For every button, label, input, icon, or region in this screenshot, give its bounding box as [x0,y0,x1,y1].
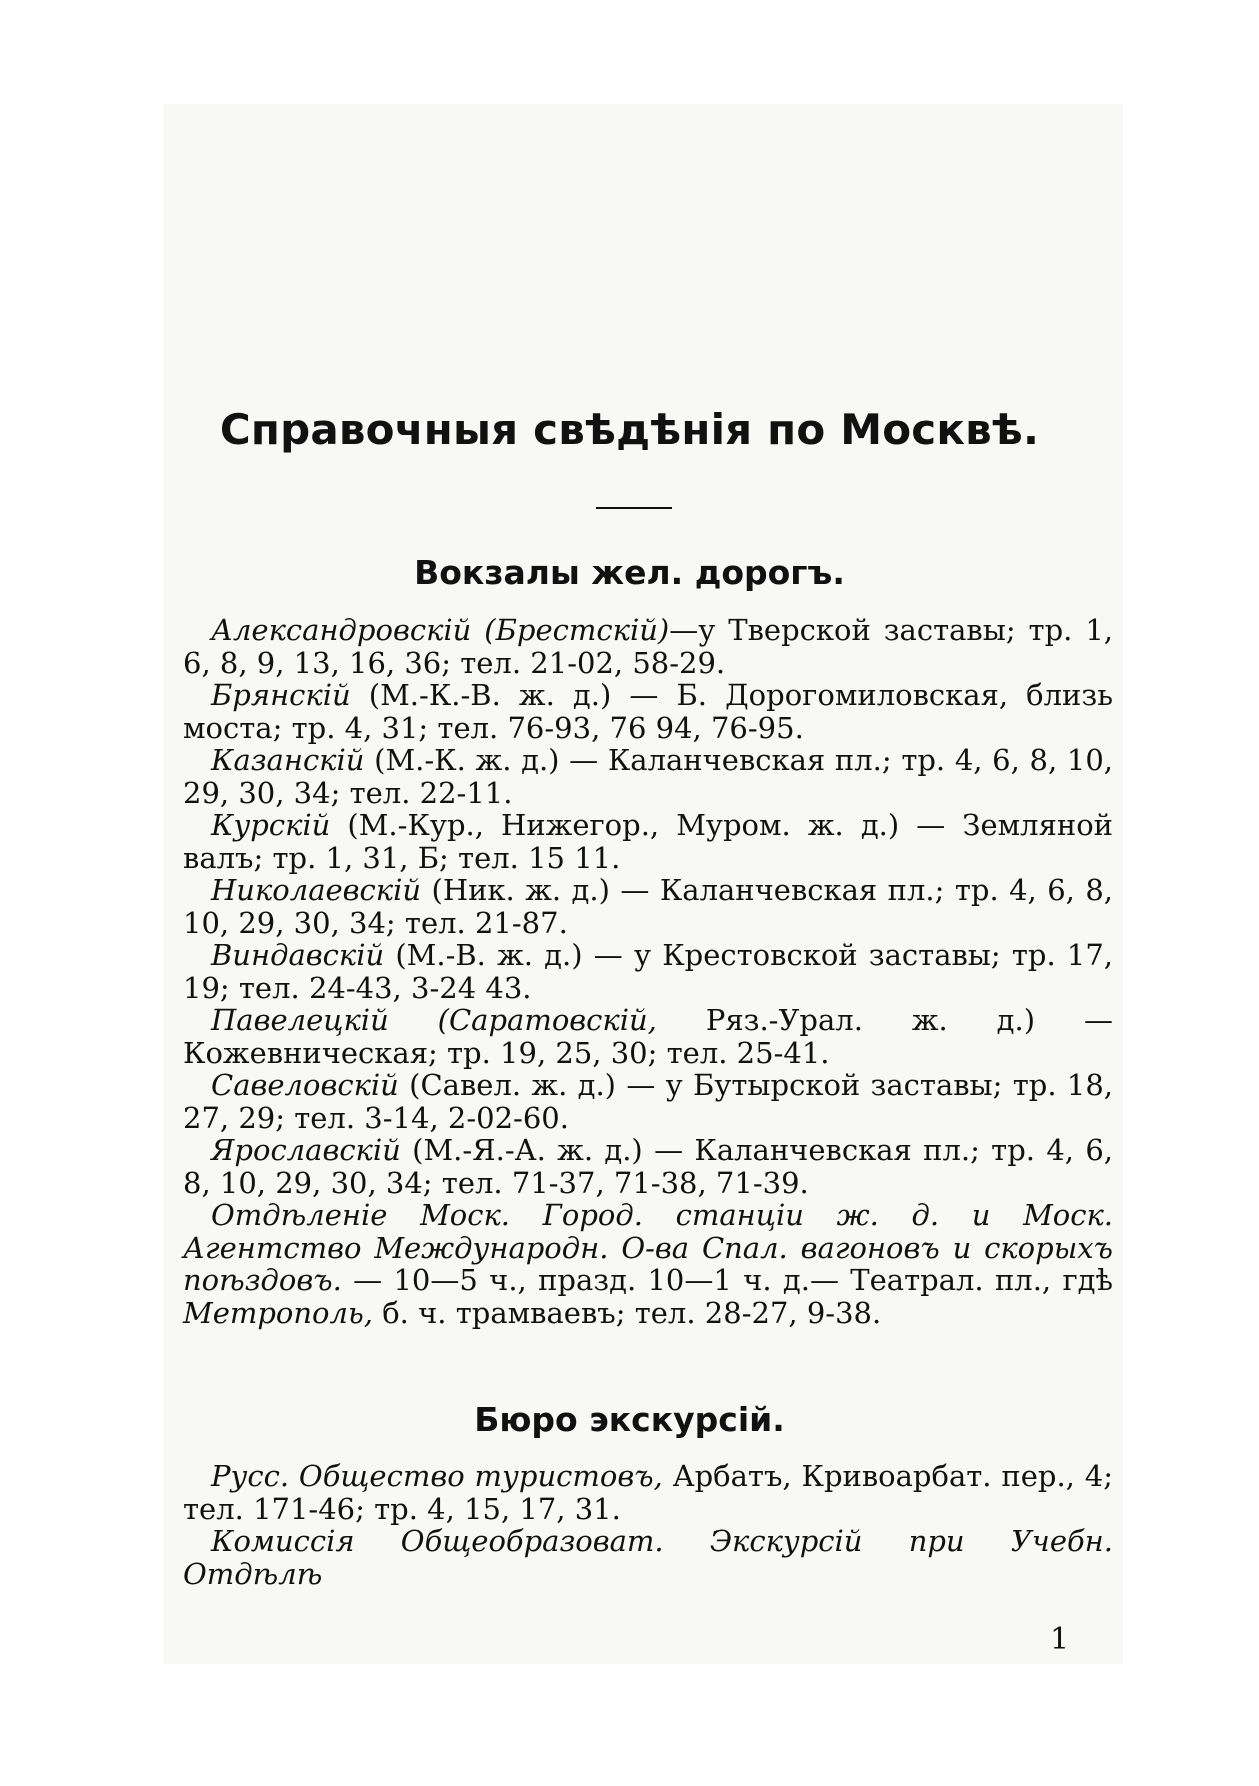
entry-name: Курскій [211,808,331,842]
entry-name: Русс. Общество туристовъ, [211,1459,663,1493]
entry-text: (Ник. ж. д.) — Каланчевская пл.; тр. 4, 6, 8, 10, 29, 30, 34; тел. 21-87. [183,873,1113,940]
entry-name: Отдѣленіе Моск. Город. станціи ж. д. и Моск. Агентство Международн. О-ва Спал. вагоновъ и скорыхъ поѣздовъ. [183,1198,1113,1297]
list-item [183,809,1113,874]
list-item [183,1069,1113,1134]
title-divider [596,507,672,509]
list-item [183,874,1113,939]
entry-text: (Савел. ж. д.) — у Бутырской заставы; тр. 18, 27, 29; тел. 3-14, 2-02-60. [183,1068,1113,1135]
entry-name: Александровскій (Брестскій) [211,613,670,647]
section-heading-excursions: Бюро экскурсій. [474,1400,785,1439]
entry-text: Ряз.-Урал. ж. д.) — Кожевническая; тр. 19, 25, 30; тел. 25-41. [183,1003,1114,1070]
list-item [183,744,1113,809]
entry-name: Павелецкій (Саратовскій, [211,1003,657,1037]
entry-text: (М.-К.-В. ж. д.) — Б. Дорогомиловская, близь моста; тр. 4, 31; тел. 76-93, 76 94, 76-95. [183,678,1113,745]
entry-name: Комиссія Общеобразоват. Экскурсій при Учебн. Отдѣлѣ [183,1524,1113,1591]
list-item [183,1134,1113,1199]
entry-text: —у Тверской заставы; тр. 1, 6, 8, 9, 13, 16, 36; тел. 21-02, 58-29. [183,613,1113,680]
list-item [183,939,1113,1004]
list-item [183,679,1113,744]
page-title: Справочныя свѣдѣнія по Москвѣ. [219,405,1040,454]
page-number: 1 [1050,1622,1070,1657]
entry-text: б. ч. трамваевъ; тел. 28-27, 9-38. [373,1295,882,1330]
entry-name: Брянскій [211,678,351,712]
entry-name: Казанскій [211,743,365,777]
list-item [183,1525,1113,1590]
entry-text: — 10—5 ч., празд. 10—1 ч. д.— Театрал. пл., гдѣ [341,1263,1113,1297]
entry-text: (М.-Я.-А. ж. д.) — Каланчевская пл.; тр. 4, 6, 8, 10, 29, 30, 34; тел. 71-37, 71-38, 71-39. [183,1133,1113,1200]
entry-name: Ярославскій [211,1133,401,1167]
entry-name: Савеловскій [211,1068,399,1102]
list-item [183,1004,1113,1069]
list-item [183,1460,1113,1525]
excursions-list [183,1460,1113,1590]
list-item [183,1199,1113,1329]
list-item [183,614,1113,679]
section-heading-stations: Вокзалы жел. дорогъ. [414,553,845,592]
entry-name: Николаевскій [211,873,422,907]
entry-text: Арбатъ, Кривоарбат. пер., 4; тел. 171-46; тр. 4, 15, 17, 31. [183,1459,1113,1526]
stations-list [183,614,1113,1329]
entry-name: Метрополь, [183,1295,373,1330]
entry-text: (М.-К. ж. д.) — Каланчевская пл.; тр. 4, 6, 8, 10, 29, 30, 34; тел. 22-11. [183,743,1113,810]
entry-name: Виндавскій [211,938,385,972]
entry-text: (М.-Кур., Нижегор., Муром. ж. д.) — Земляной валъ; тр. 1, 31, Б; тел. 15 11. [183,808,1113,875]
entry-text: (М.-В. ж. д.) — у Крестовской заставы; тр. 17, 19; тел. 24-43, 3-24 43. [183,938,1113,1005]
